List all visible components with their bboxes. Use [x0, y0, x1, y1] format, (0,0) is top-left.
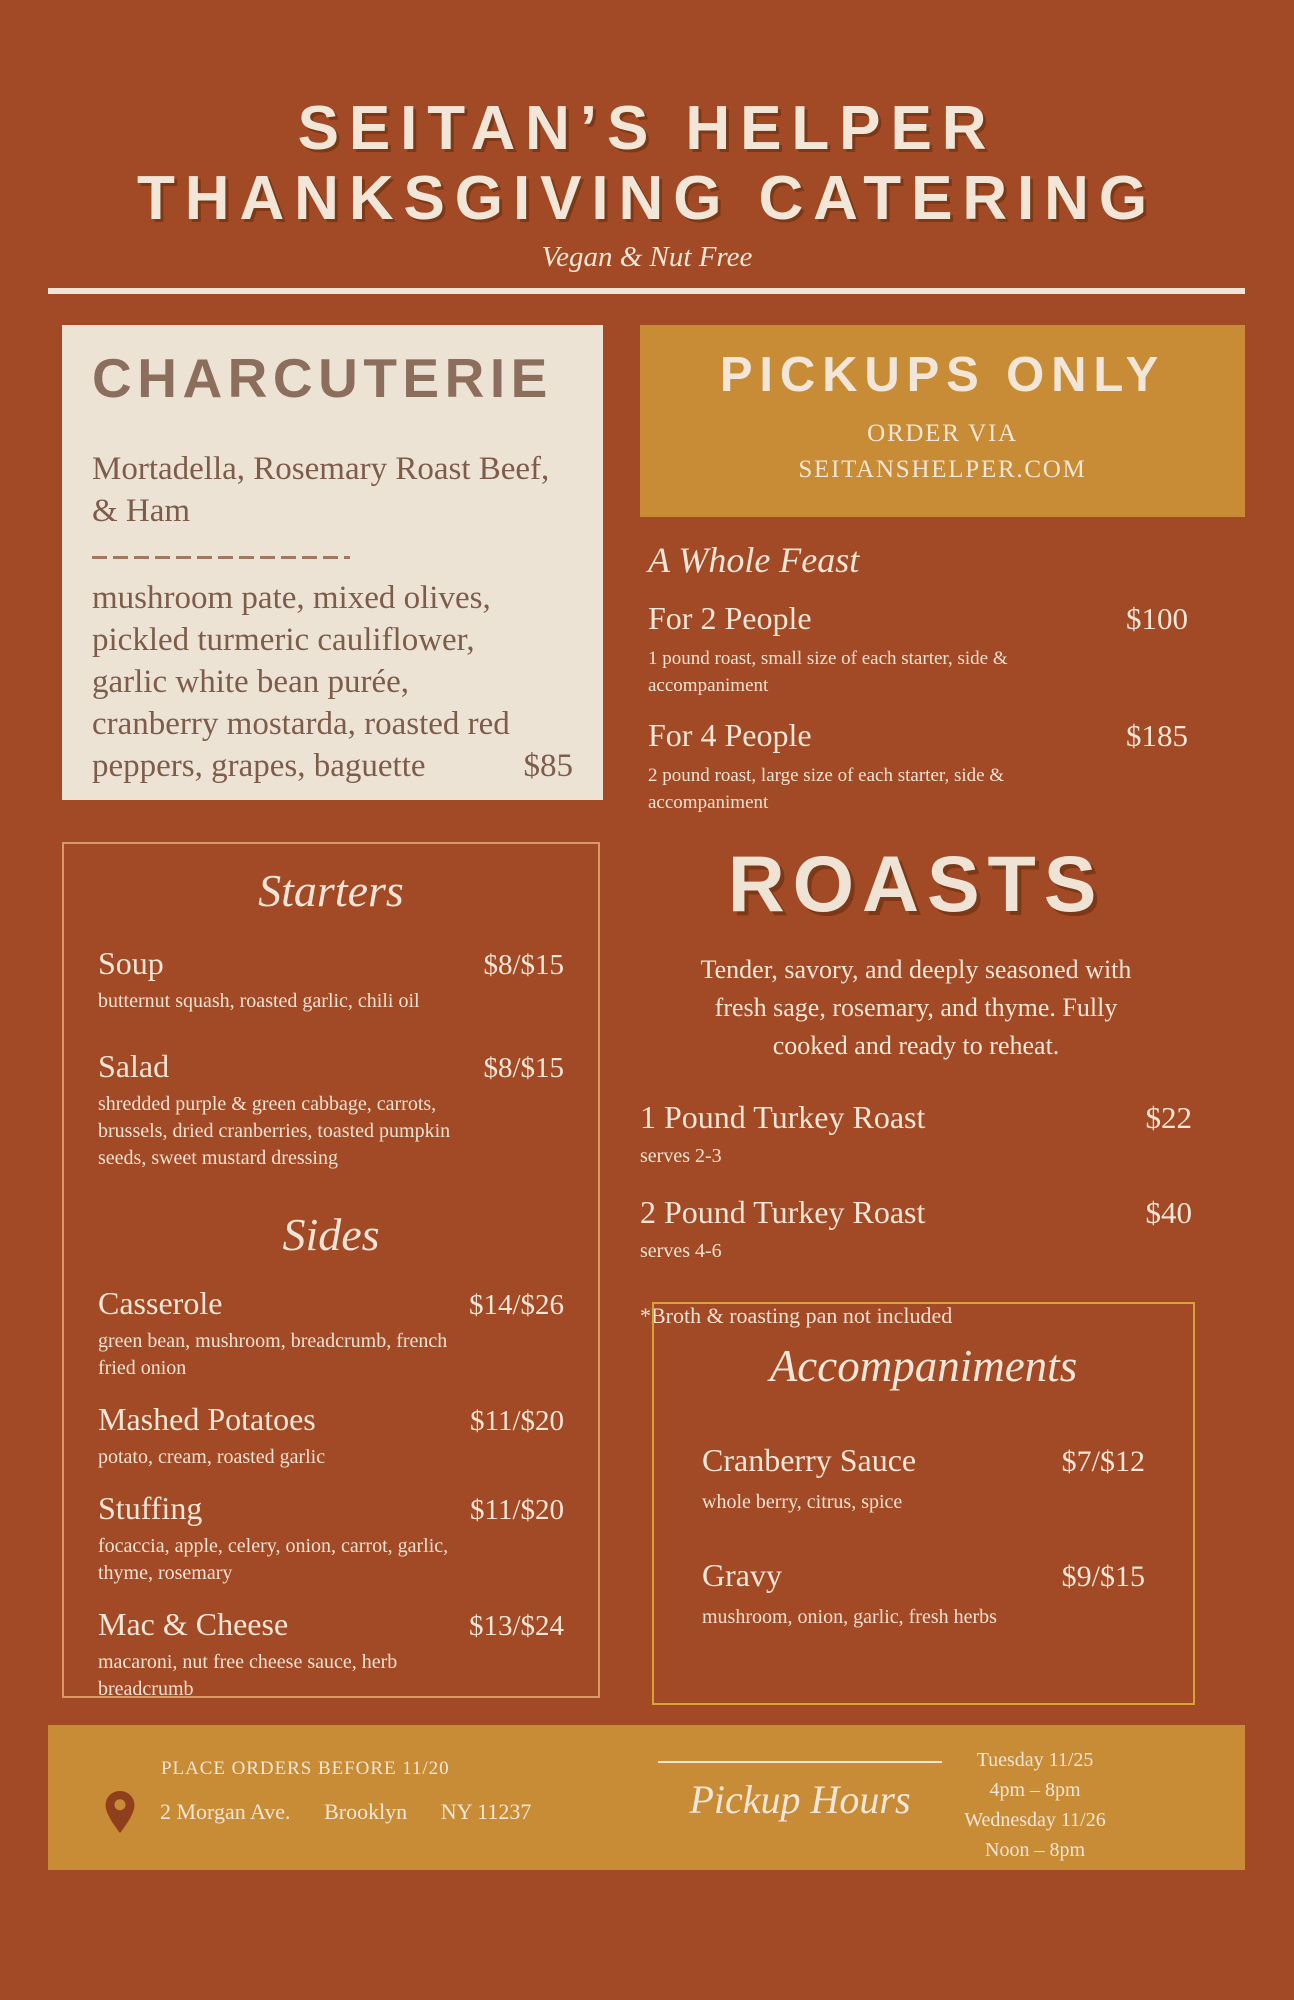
roasts-title: ROASTS	[727, 839, 1105, 928]
menu-item-row	[98, 1398, 564, 1440]
charcuterie-section	[62, 325, 603, 800]
item-description: macaroni, nut free cheese sauce, herb breadcrumb	[98, 1651, 398, 1700]
item-price: $9/$15	[1061, 1560, 1145, 1593]
menu-item-row	[98, 1282, 564, 1324]
item-description: focaccia, apple, celery, onion, carrot, garlic, thyme, rosemary	[98, 1535, 449, 1584]
item-description: potato, cream, roasted garlic	[98, 1446, 326, 1468]
dietary-subtitle: Vegan & Nut Free	[541, 241, 753, 273]
pickup-hours-block	[658, 1761, 942, 1823]
feast-item-price: $100	[1126, 601, 1188, 636]
pickup-day: Tuesday 11/25	[976, 1749, 1094, 1771]
starters-sides-section	[62, 842, 600, 1698]
item-price: $14/$26	[468, 1289, 564, 1321]
item-description: whole berry, citrus, spice	[702, 1491, 903, 1513]
serving-size: serves 4-6	[640, 1240, 722, 1262]
sides-title: Sides	[282, 1209, 380, 1260]
item-price: $13/$24	[468, 1610, 564, 1642]
header-divider	[48, 288, 1245, 294]
page-title-line2: THANKSGIVING CATERING	[136, 164, 1158, 233]
menu-item-row	[98, 1603, 564, 1645]
item-name: Casserole	[98, 1285, 223, 1321]
item-name: Mashed Potatoes	[98, 1401, 316, 1437]
item-description: mushroom, onion, garlic, fresh herbs	[702, 1606, 997, 1628]
whole-feast-section	[648, 538, 1188, 816]
item-name: Soup	[98, 945, 164, 981]
roasts-items	[640, 1099, 1192, 1329]
item-price: $22	[1145, 1100, 1192, 1135]
feast-item-name: For 2 People	[648, 600, 812, 636]
item-name: Mac & Cheese	[98, 1606, 289, 1642]
pickups-section	[640, 325, 1245, 517]
footer-bar	[48, 1725, 1245, 1870]
pickup-time: 4pm – 8pm	[989, 1779, 1081, 1801]
order-instructions	[640, 416, 1245, 488]
accompaniments-title: Accompaniments	[769, 1341, 1078, 1391]
item-price: $11/$20	[470, 1405, 564, 1437]
roasts-section	[640, 839, 1192, 1329]
page-title-line1: SEITAN’S HELPER	[297, 94, 997, 163]
order-deadline: PLACE ORDERS BEFORE 11/20	[161, 1758, 450, 1779]
whole-feast-title: A Whole Feast	[648, 540, 860, 580]
pickup-hours-title: Pickup Hours	[689, 1777, 911, 1822]
charcuterie-body	[92, 577, 573, 787]
pickup-hours-schedule	[915, 1745, 1155, 1865]
starters-title: Starters	[258, 865, 404, 916]
item-price: $7/$12	[1061, 1445, 1145, 1478]
roasts-description: Tender, savory, and deeply seasoned with fresh sage, rosemary, and thyme. Fully cooked and ready to reheat.	[700, 955, 1132, 1060]
item-name: Salad	[98, 1048, 170, 1084]
charcuterie-description: mushroom pate, mixed olives, pickled turmeric cauliflower, garlic white bean purée, cranberry mostarda, roasted red peppers, grapes, baguette	[92, 580, 510, 784]
menu-item-row	[648, 717, 1188, 754]
page-title	[0, 94, 1294, 234]
charcuterie-price: $85	[523, 748, 573, 784]
item-price: $11/$20	[470, 1494, 564, 1526]
charcuterie-meats: Mortadella, Rosemary Roast Beef, & Ham	[92, 451, 550, 529]
feast-item-description: 2 pound roast, large size of each starter, side & accompaniment	[648, 765, 1005, 813]
order-via-label: ORDER VIA	[867, 420, 1018, 447]
feast-item-description: 1 pound roast, small size of each starter, side & accompaniment	[648, 648, 1008, 696]
item-name: Gravy	[702, 1557, 782, 1593]
pickups-title: PICKUPS ONLY	[719, 348, 1166, 402]
menu-item-row	[702, 1557, 1145, 1594]
address-city: Brooklyn	[324, 1799, 408, 1824]
feast-item-name: For 4 People	[648, 717, 812, 753]
item-name: 1 Pound Turkey Roast	[640, 1099, 926, 1135]
item-name: Cranberry Sauce	[702, 1442, 917, 1478]
feast-item-price: $185	[1126, 718, 1188, 753]
item-description: shredded purple & green cabbage, carrots, brussels, dried cranberries, toasted pumpkin seeds, sweet mustard dressing	[98, 1093, 451, 1169]
item-price: $8/$15	[483, 949, 564, 981]
address-text	[160, 1799, 559, 1825]
serving-size: serves 2-3	[640, 1145, 722, 1167]
menu-item-row	[640, 1099, 1192, 1136]
address-street: 2 Morgan Ave.	[160, 1799, 291, 1824]
pickup-day: Wednesday 11/26	[964, 1809, 1106, 1831]
accompaniments-section	[652, 1302, 1195, 1705]
charcuterie-title: CHARCUTERIE	[92, 347, 553, 409]
item-description: green bean, mushroom, breadcrumb, french fried onion	[98, 1330, 448, 1379]
address-state-zip: NY 11237	[440, 1799, 532, 1824]
address-row	[104, 1791, 559, 1833]
menu-item-row	[640, 1194, 1192, 1231]
menu-item-row	[98, 1487, 564, 1529]
accompaniments-items	[702, 1442, 1145, 1630]
item-name: 2 Pound Turkey Roast	[640, 1194, 926, 1230]
pickup-hours-divider	[658, 1761, 942, 1763]
item-price: $40	[1145, 1195, 1192, 1230]
order-website: SEITANSHELPER.COM	[798, 456, 1087, 483]
item-price: $8/$15	[483, 1052, 564, 1084]
pickup-time: Noon – 8pm	[985, 1839, 1085, 1861]
dashed-divider	[92, 556, 350, 559]
item-name: Stuffing	[98, 1490, 203, 1526]
roasts-note: *Broth & roasting pan not included	[640, 1303, 953, 1328]
menu-item-row	[648, 600, 1188, 637]
location-pin-icon	[104, 1791, 136, 1833]
menu-item-row	[98, 942, 564, 984]
item-description: butternut squash, roasted garlic, chili oil	[98, 990, 420, 1012]
menu-item-row	[702, 1442, 1145, 1479]
menu-item-row	[98, 1045, 564, 1087]
